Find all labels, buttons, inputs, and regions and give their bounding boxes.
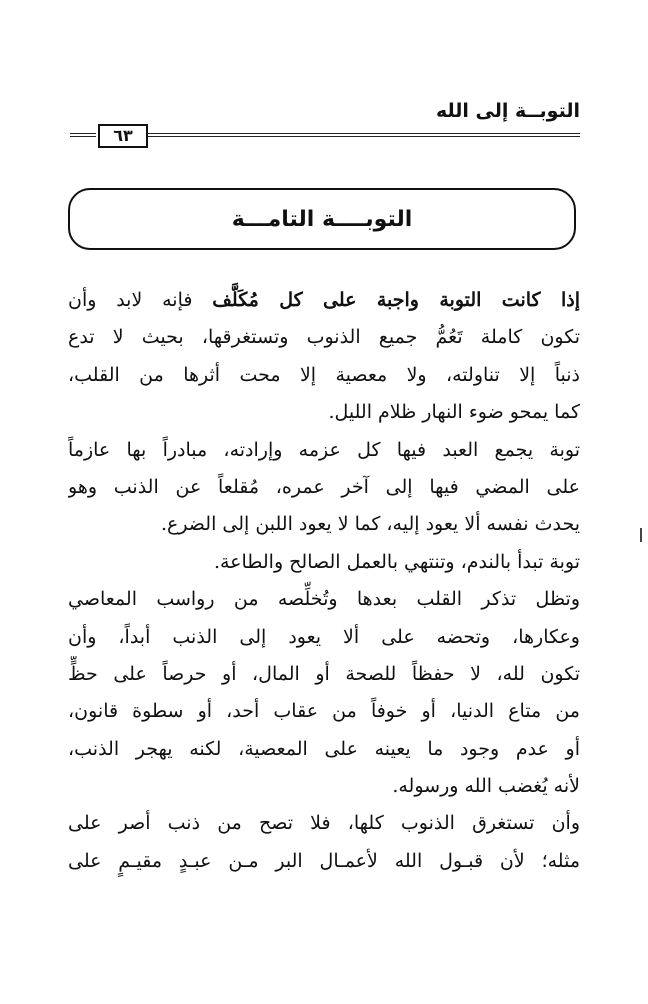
- header-rule: [148, 133, 580, 137]
- line-text: من متاع الدنيا، أو خوفاً من عقاب أحد، أو سطوة قانون،: [68, 700, 580, 723]
- page-number: ٦٣: [98, 124, 148, 148]
- text-line: [68, 544, 580, 581]
- running-title: التوبــة إلى الله: [436, 100, 580, 122]
- body-text: [68, 282, 580, 880]
- line-text: توبة تبدأ بالندم، وتنتهي بالعمل الصالح والطاعة.: [213, 550, 580, 573]
- line-text: فإنه لابد وأن: [68, 289, 213, 311]
- section-title: التوبــــة التامـــة: [231, 206, 413, 232]
- text-line: [68, 319, 580, 356]
- text-line: [68, 768, 580, 805]
- line-text: على المضي فيها إلى آخر عمره، مُقلعاً عن الذنب وهو: [68, 475, 580, 498]
- text-line: [68, 506, 580, 543]
- line-text: وتظل تذكر القلب بعدها وتُخلِّصه من رواسب المعاصي: [68, 588, 580, 611]
- line-text: أو عدم وجود ما يعينه على المعصية، لكنه يهجر الذنب،: [68, 737, 580, 760]
- scan-mark: [640, 528, 642, 542]
- line-text: تكون كاملة تَعُمُّ جميع الذنوب وتستغرقها، بحيث لا تدع: [68, 326, 580, 349]
- line-text: كما يمحو ضوء النهار ظلام الليل.: [328, 401, 580, 424]
- header-rule-left: [70, 133, 96, 137]
- line-lead-bold: إذا كانت التوبة واجبة على كل مُكَلَّف: [212, 289, 580, 311]
- line-text: يحدث نفسه ألا يعود إليه، كما لا يعود اللبن إلى الضرع.: [160, 513, 580, 536]
- text-line: [68, 282, 580, 319]
- text-line: [68, 656, 580, 693]
- text-line: [68, 843, 580, 880]
- text-line: [68, 693, 580, 730]
- text-line: [68, 394, 580, 431]
- line-text: توبة يجمع العبد فيها كل عزمه وإرادته، مبادراً بها عازماً: [68, 438, 580, 461]
- text-line: [68, 731, 580, 768]
- text-line: [68, 805, 580, 842]
- line-text: وأن تستغرق الذنوب كلها، فلا تصح من ذنب أصر على: [68, 812, 580, 835]
- line-text: لأنه يُغضب الله ورسوله.: [392, 775, 580, 798]
- text-line: [68, 619, 580, 656]
- line-text: ذنباً إلا تناولته، ولا معصية إلا محت أثرها من القلب،: [68, 363, 580, 386]
- line-text: تكون لله، لا حفظاً للصحة أو المال، أو حرصاً على حظٍّ: [68, 662, 580, 685]
- line-text: مثله؛ لأن قبـول الله لأعمـال البر مـن عبـدٍ مقيـمٍ على: [68, 849, 580, 872]
- text-line: [68, 357, 580, 394]
- text-line: [68, 469, 580, 506]
- line-text: وعكارها، وتحضه على ألا يعود إلى الذنب أبداً، وأن: [68, 625, 580, 648]
- section-title-box: [68, 188, 576, 250]
- text-line: [68, 581, 580, 618]
- text-line: [68, 432, 580, 469]
